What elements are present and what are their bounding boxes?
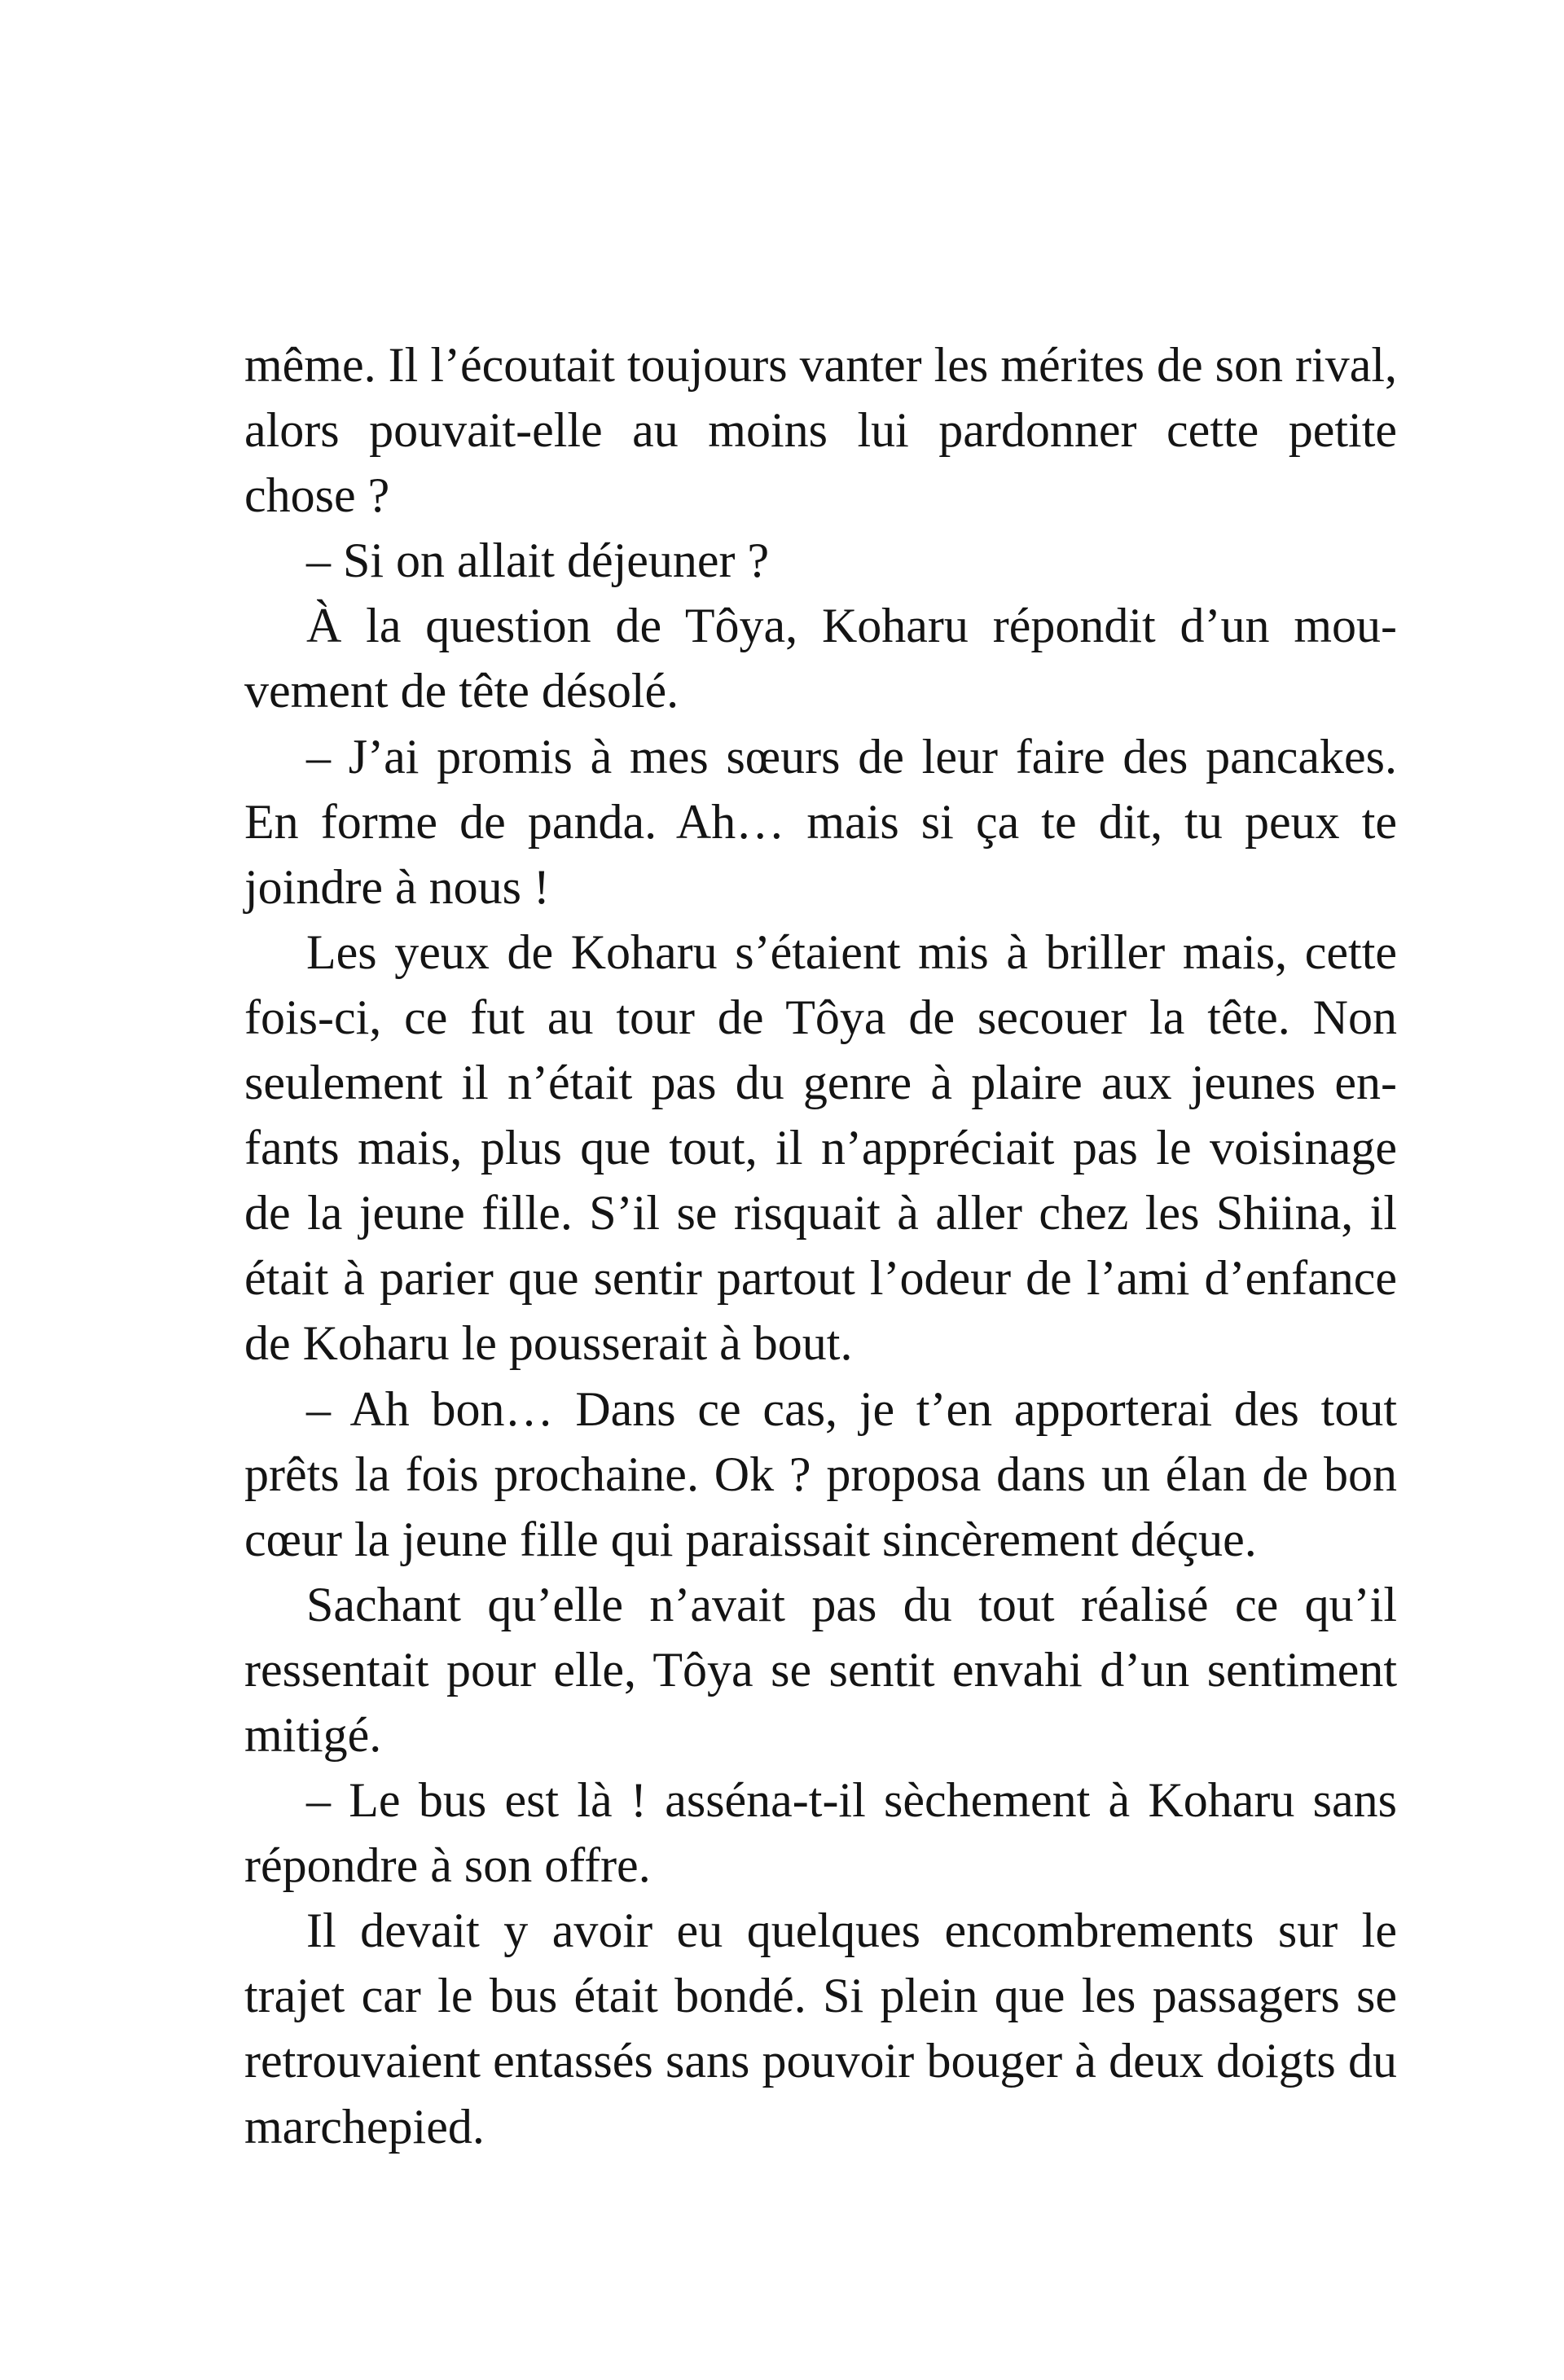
narration-paragraph: Les yeux de Koharu s’étaient mis à briller mais, cette fois-ci, ce fut au tour de Tôya de secouer la tête. Non seulement il n’était pas du genre à plaire aux jeunes enfants mais, plus que tout, il n’appréciait pas le voisinage de la jeune fille. S’il se risquait à aller chez les Shiina, il était à parier que sentir partout l’odeur de l’ami d’enfance de Koharu le pousserait à bout. <box>244 924 1397 1371</box>
dialogue-paragraph: – Le bus est là ! asséna-t-il sèchement à Koharu sans répondre à son offre. <box>244 1773 1397 1893</box>
paragraph-continuation: même. Il l’écoutait toujours vanter les mérites de son rival, alors pouvait-elle au moins lui pardonner cette petite chose ? <box>244 338 1397 523</box>
narration-paragraph: Il devait y avoir eu quelques encombrements sur le trajet car le bus était bondé. Si plein que les passagers se retrouvaient entassés sans pouvoir bouger à deux doigts du marchepied. <box>244 1904 1397 2154</box>
narration-paragraph: Sachant qu’elle n’avait pas du tout réalisé ce qu’il ressentait pour elle, Tôya se sentit envahi d’un sentiment mitigé. <box>244 1577 1397 1762</box>
narration-paragraph: À la question de Tôya, Koharu répondit d’un mouvement de tête désolé. <box>244 599 1397 718</box>
body-text <box>244 332 1397 2159</box>
dialogue-paragraph: – J’ai promis à mes sœurs de leur faire des pancakes. En forme de panda. Ah… mais si ça te dit, tu peux te joindre à nous ! <box>244 729 1397 914</box>
dialogue-paragraph: – Ah bon… Dans ce cas, je t’en apporterai des tout prêts la fois prochaine. Ok ? proposa dans un élan de bon cœur la jeune fille qui paraissait sincèrement déçue. <box>244 1381 1397 1566</box>
dialogue-paragraph: – Si on allait déjeuner ? <box>306 534 770 588</box>
